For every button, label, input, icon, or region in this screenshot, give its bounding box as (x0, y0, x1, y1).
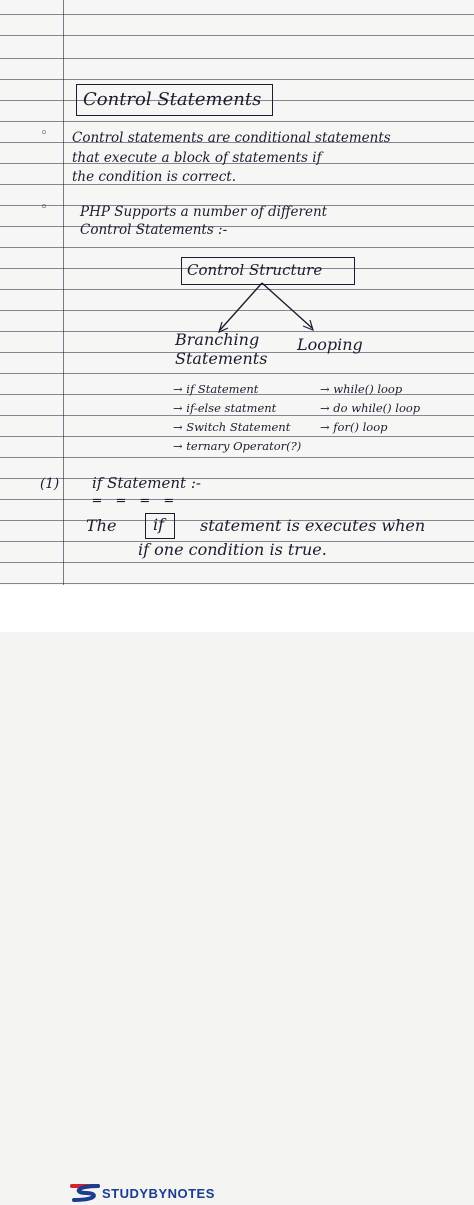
diagram-right-label: Looping (297, 335, 363, 354)
bullet-icon: ◦ (40, 200, 48, 215)
looping-item-2: → do while() loop (320, 401, 421, 415)
intro-line-2: that execute a block of statements if (72, 150, 322, 166)
keyword-box (145, 513, 175, 539)
diagram-root-label: Control Structure (187, 261, 323, 279)
intro-line-3: the condition is correct. (72, 169, 236, 185)
section-text-line2: if one condition is true. (138, 540, 327, 559)
section-number: (1) (40, 476, 60, 492)
diagram-left-label-2: Statements (175, 349, 268, 368)
page-title: Control Statements (83, 89, 262, 110)
branching-item-4: → ternary Operator(?) (173, 439, 302, 453)
branching-item-1: → if Statement (173, 382, 259, 396)
branching-item-3: → Switch Statement (173, 420, 291, 434)
branching-item-2: → if-else statment (173, 401, 277, 415)
section-text-pre: The (86, 516, 117, 535)
looping-item-3: → for() loop (320, 420, 388, 434)
brand-logo[interactable] (68, 1181, 278, 1205)
support-line-2: Control Statements :- (80, 222, 228, 238)
support-line-1: PHP Supports a number of different (80, 204, 328, 220)
section-keyword: if (153, 515, 165, 534)
diagram-left-label-1: Branching (175, 330, 260, 349)
footer (0, 585, 474, 1201)
brand-name: STUDYBYNOTES (102, 1186, 215, 1201)
heading-underline: ═ ═ ═ ═ (93, 494, 179, 509)
bullet-icon: ◦ (40, 126, 48, 141)
section-heading: if Statement :- (92, 474, 201, 492)
section-text-post: statement is executes when (200, 516, 426, 535)
intro-line-1: Control statements are conditional statements (72, 130, 391, 146)
looping-item-1: → while() loop (320, 382, 403, 396)
